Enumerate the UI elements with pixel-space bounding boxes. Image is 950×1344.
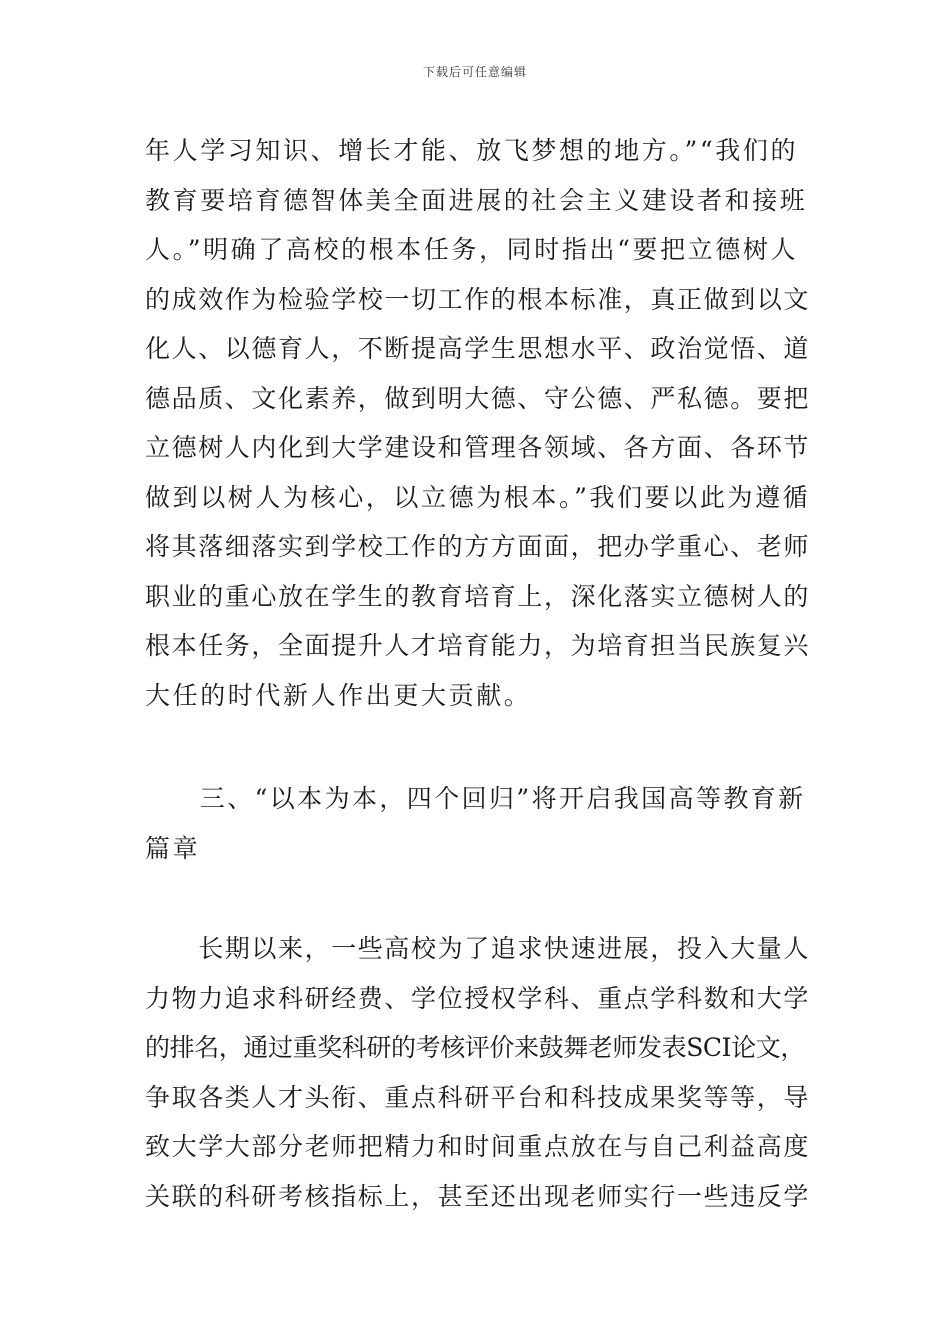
paragraph-line: 关联的科研考核指标上，甚至还出现老师实行一些违反学 bbox=[145, 1181, 811, 1211]
paragraph-line: 人。”明确了高校的根本任务，同时指出“要把立德树人 bbox=[145, 235, 799, 264]
paragraph-line: 做到以树人为核心，以立德为根本。”我们要以此为遵循 bbox=[145, 482, 811, 512]
paragraph-line: 根本任务，全面提升人才培育能力，为培育担当民族复兴 bbox=[145, 631, 811, 660]
paragraph-line: 的排名，通过重奖科研的考核评价来鼓舞老师发表SCI论文， bbox=[145, 1033, 805, 1062]
page-header: 下载后可任意编辑 bbox=[422, 65, 527, 79]
heading-line: 三、“以本为本，四个回归”将开启我国高等教育新 bbox=[145, 784, 806, 813]
paragraph-line: 将其落细落实到学校工作的方方面面，把办学重心、老师 bbox=[145, 532, 811, 561]
paragraph-line: 长期以来，一些高校为了追求快速进展，投入大量人 bbox=[145, 934, 811, 963]
paragraph-line: 争取各类人才头衔、重点科研平台和科技成果奖等等，导 bbox=[145, 1082, 811, 1112]
paragraph-1 bbox=[145, 126, 810, 720]
paragraph-line: 力物力追求科研经费、学位授权学科、重点学科数和大学 bbox=[145, 983, 811, 1013]
paragraph-line: 教育要培育德智体美全面进展的社会主义建设者和接班 bbox=[145, 185, 808, 215]
heading-line: 篇章 bbox=[145, 833, 201, 863]
paragraph-line: 的成效作为检验学校一切工作的根本标准，真正做到以文 bbox=[145, 284, 811, 314]
paragraph-line: 化人、以德育人，不断提高学生思想水平、政治觉悟、道 bbox=[145, 334, 811, 363]
paragraph-line: 德品质、文化素养，做到明大德、守公德、严私德。要把 bbox=[145, 383, 811, 413]
paragraph-2 bbox=[145, 924, 810, 1221]
section-heading bbox=[145, 774, 810, 873]
paragraph-line: 立德树人内化到大学建设和管理各领域、各方面、各环节 bbox=[145, 433, 811, 462]
paragraph-line: 职业的重心放在学生的教育培育上，深化落实立德树人的 bbox=[145, 581, 811, 611]
paragraph-line: 致大学大部分老师把精力和时间重点放在与自己利益高度 bbox=[145, 1132, 811, 1161]
paragraph-line: 大任的时代新人作出更大贡献。 bbox=[145, 680, 532, 710]
paragraph-line: 年人学习知识、增长才能、放飞梦想的地方。”“我们的 bbox=[145, 136, 799, 165]
